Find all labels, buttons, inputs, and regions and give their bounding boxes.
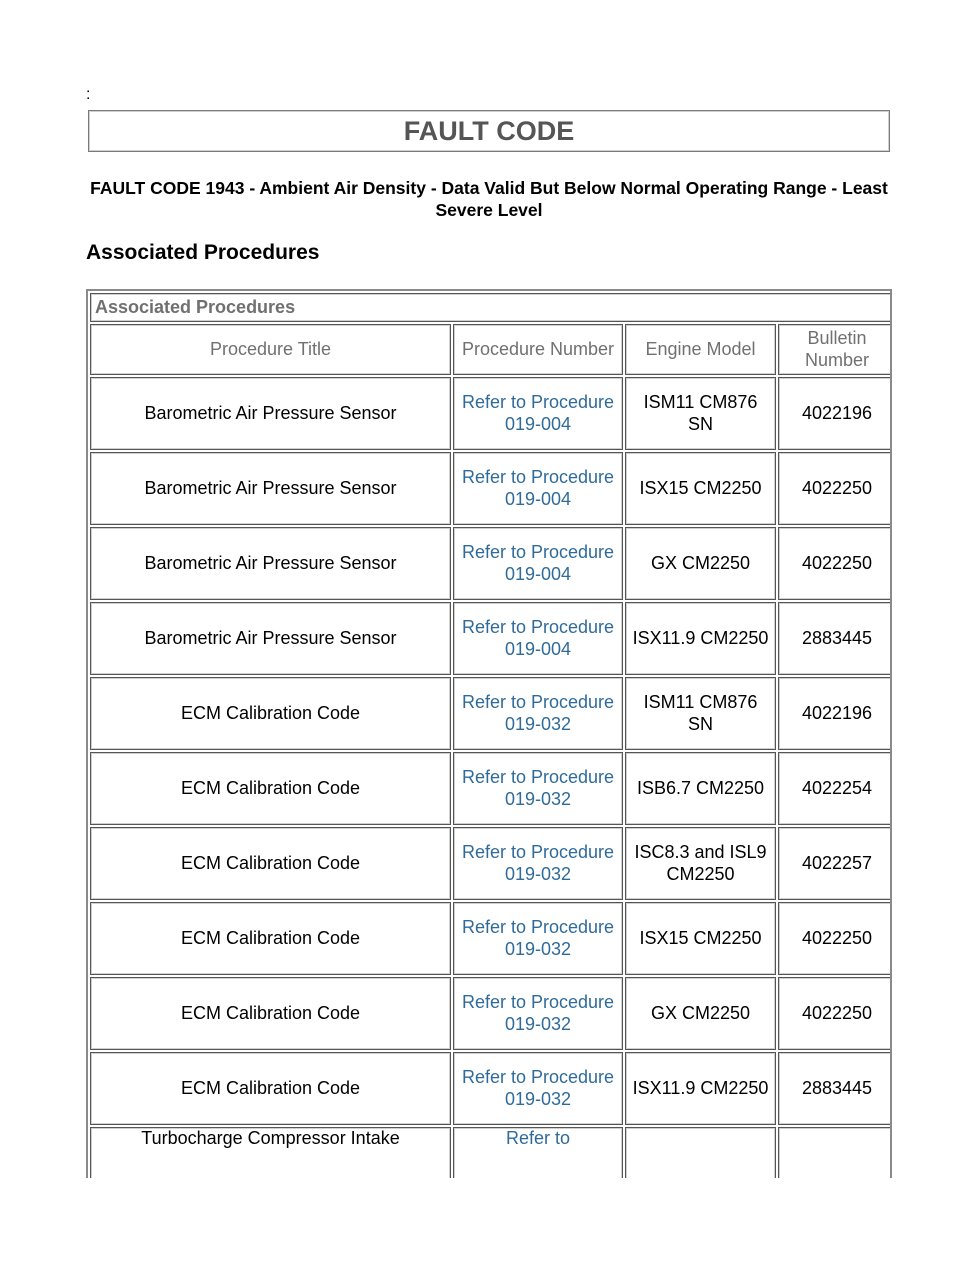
- fault-code-description: FAULT CODE 1943 - Ambient Air Density - Data Valid But Below Normal Operating Range - Least Severe Level: [90, 178, 888, 220]
- table-row: [90, 977, 892, 1050]
- bulletin-number-cell: 4022250: [778, 977, 892, 1050]
- engine-model-cell: ISX11.9 CM2250: [625, 602, 776, 675]
- header-engine-model: Engine Model: [625, 324, 776, 375]
- table-row: [90, 602, 892, 675]
- procedure-title-cell: Barometric Air Pressure Sensor: [90, 452, 451, 525]
- bulletin-number-cell: 2883445: [778, 1052, 892, 1125]
- table-caption-row: [90, 293, 892, 322]
- engine-model-cell: ISM11 CM876 SN: [625, 377, 776, 450]
- table-row: [90, 377, 892, 450]
- procedure-title-cell: ECM Calibration Code: [90, 902, 451, 975]
- engine-model-cell: ISX15 CM2250: [625, 452, 776, 525]
- procedure-link[interactable]: Refer to Procedure 019-004: [453, 377, 623, 450]
- table-row: [90, 452, 892, 525]
- header-bulletin-number: Bulletin Number: [778, 324, 892, 375]
- header-procedure-number: Procedure Number: [453, 324, 623, 375]
- bulletin-number-cell: 4022257: [778, 827, 892, 900]
- colon-marker: :: [86, 86, 91, 103]
- procedure-link[interactable]: Refer to Procedure 019-032: [453, 677, 623, 750]
- procedure-title-cell: ECM Calibration Code: [90, 827, 451, 900]
- table-caption: Associated Procedures: [90, 293, 892, 322]
- table-header-row: [90, 324, 892, 375]
- engine-model-cell: GX CM2250: [625, 977, 776, 1050]
- procedure-link[interactable]: Refer to Procedure 019-032: [453, 1052, 623, 1125]
- procedure-title-cell: ECM Calibration Code: [90, 977, 451, 1050]
- table-row: [90, 827, 892, 900]
- associated-procedures-table: [88, 291, 892, 1178]
- engine-model-cell: GX CM2250: [625, 527, 776, 600]
- procedure-title-cell: Barometric Air Pressure Sensor: [90, 602, 451, 675]
- procedure-title-cell: ECM Calibration Code: [90, 1052, 451, 1125]
- procedure-link[interactable]: Refer to Procedure 019-032: [453, 977, 623, 1050]
- procedure-link[interactable]: Refer to Procedure 019-004: [453, 527, 623, 600]
- fault-code-banner: [88, 110, 890, 152]
- table-row: [90, 677, 892, 750]
- table-row: [90, 752, 892, 825]
- procedure-title-cell: ECM Calibration Code: [90, 752, 451, 825]
- engine-model-cell: ISX11.9 CM2250: [625, 1052, 776, 1125]
- procedure-link[interactable]: Refer to Procedure 019-032: [453, 752, 623, 825]
- procedure-link[interactable]: Refer to Procedure 019-004: [453, 452, 623, 525]
- header-procedure-title: Procedure Title: [90, 324, 451, 375]
- procedure-title-cell: ECM Calibration Code: [90, 677, 451, 750]
- engine-model-cell: ISB6.7 CM2250: [625, 752, 776, 825]
- bulletin-number-cell: 4022196: [778, 677, 892, 750]
- bulletin-number-cell: 4022250: [778, 527, 892, 600]
- engine-model-cell: ISX15 CM2250: [625, 902, 776, 975]
- bulletin-number-cell: 2883445: [778, 602, 892, 675]
- procedure-title-cell: Turbocharge Compressor Intake: [90, 1127, 451, 1178]
- procedure-title-cell: Barometric Air Pressure Sensor: [90, 377, 451, 450]
- bulletin-number-cell: 4022196: [778, 377, 892, 450]
- procedure-link[interactable]: Refer to: [453, 1127, 623, 1178]
- bulletin-number-cell: 4022250: [778, 452, 892, 525]
- procedures-table-container: [86, 289, 892, 1178]
- procedure-title-cell: Barometric Air Pressure Sensor: [90, 527, 451, 600]
- procedure-link[interactable]: Refer to Procedure 019-032: [453, 902, 623, 975]
- section-heading: Associated Procedures: [86, 241, 320, 264]
- table-row: [90, 527, 892, 600]
- engine-model-cell: ISM11 CM876 SN: [625, 677, 776, 750]
- table-row: [90, 902, 892, 975]
- bulletin-number-cell: [778, 1127, 892, 1178]
- bulletin-number-cell: 4022254: [778, 752, 892, 825]
- table-row: [90, 1127, 892, 1178]
- bulletin-number-cell: 4022250: [778, 902, 892, 975]
- procedure-link[interactable]: Refer to Procedure 019-004: [453, 602, 623, 675]
- procedure-link[interactable]: Refer to Procedure 019-032: [453, 827, 623, 900]
- banner-title: FAULT CODE: [403, 115, 575, 146]
- engine-model-cell: ISC8.3 and ISL9 CM2250: [625, 827, 776, 900]
- table-row: [90, 1052, 892, 1125]
- engine-model-cell: [625, 1127, 776, 1178]
